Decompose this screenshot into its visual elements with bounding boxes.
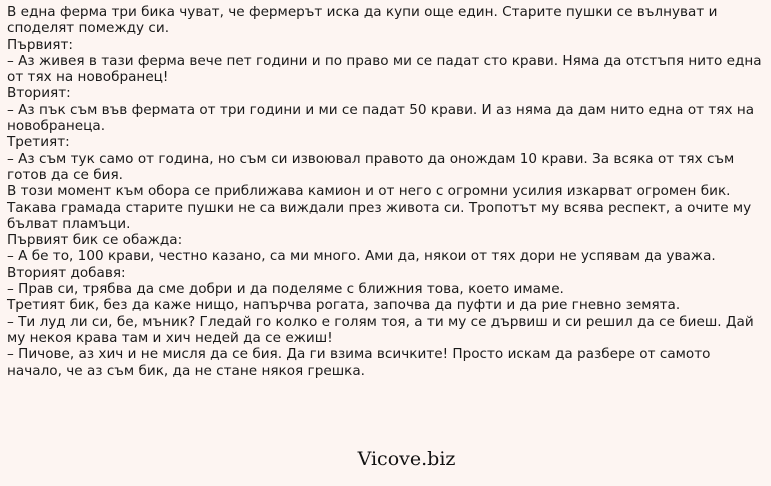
joke-paragraph: Първият бик се обажда:: [7, 232, 183, 249]
joke-paragraph: Първият:: [7, 36, 73, 53]
joke-paragraph: Вторият добавя:: [7, 264, 126, 281]
joke-paragraph: В една ферма три бика чуват, че фермерът иска да купи още един. Старите пушки се вълнуват и споделят помежду си.: [7, 4, 718, 37]
joke-paragraph: – А бе то, 100 крави, честно казано, са ми много. Ами да, някои от тях дори не успявам да уважа.: [7, 248, 716, 265]
joke-paragraph: В този момент към обора се приближава камион и от него с огромни усилия изкарват огромен бик. Такава грамада старите пушки не са виждали през живота си. Тропотът му всява респект, а очите му бълват пламъци.: [7, 183, 752, 232]
joke-text: [7, 4, 765, 379]
joke-paragraph: – Прав си, трябва да сме добри и да поделяме с ближния това, което имаме.: [7, 281, 564, 298]
joke-paragraph: Третият бик, без да каже нищо, напърчва рогата, започва да пуфти и да рие гневно земята.: [7, 297, 681, 314]
joke-paragraph: – Аз пък съм във фермата от три години и ми се падат 50 крави. И аз няма да дам нито една от тях на новобранеца.: [7, 101, 755, 135]
joke-paragraph: – Аз живея в тази ферма вече пет години и по право ми се падат сто крави. Няма да отстъпя нито една от тях на новобранец!: [7, 52, 762, 86]
joke-paragraph: – Ти луд ли си, бе, мъник? Гледай го колко е голям тоя, а ти му се дървиш и си решил да се биеш. Дай му некоя крава там и хич недей да се ежиш!: [7, 313, 754, 346]
joke-paragraph: – Аз съм тук само от година, но съм си извоювал правото да онождам 10 крави. За всяка от тях съм готов да се бия.: [7, 150, 735, 183]
site-watermark: Vicove.biz: [357, 448, 456, 470]
joke-paragraph: Вторият:: [7, 85, 71, 102]
joke-paragraph: – Пичове, аз хич и не мисля да се бия. Да ги взима всичките! Просто искам да разбере от самото начало, че аз съм бик, да не стане някоя грешка.: [7, 346, 711, 379]
joke-paragraph: Третият:: [7, 134, 70, 151]
